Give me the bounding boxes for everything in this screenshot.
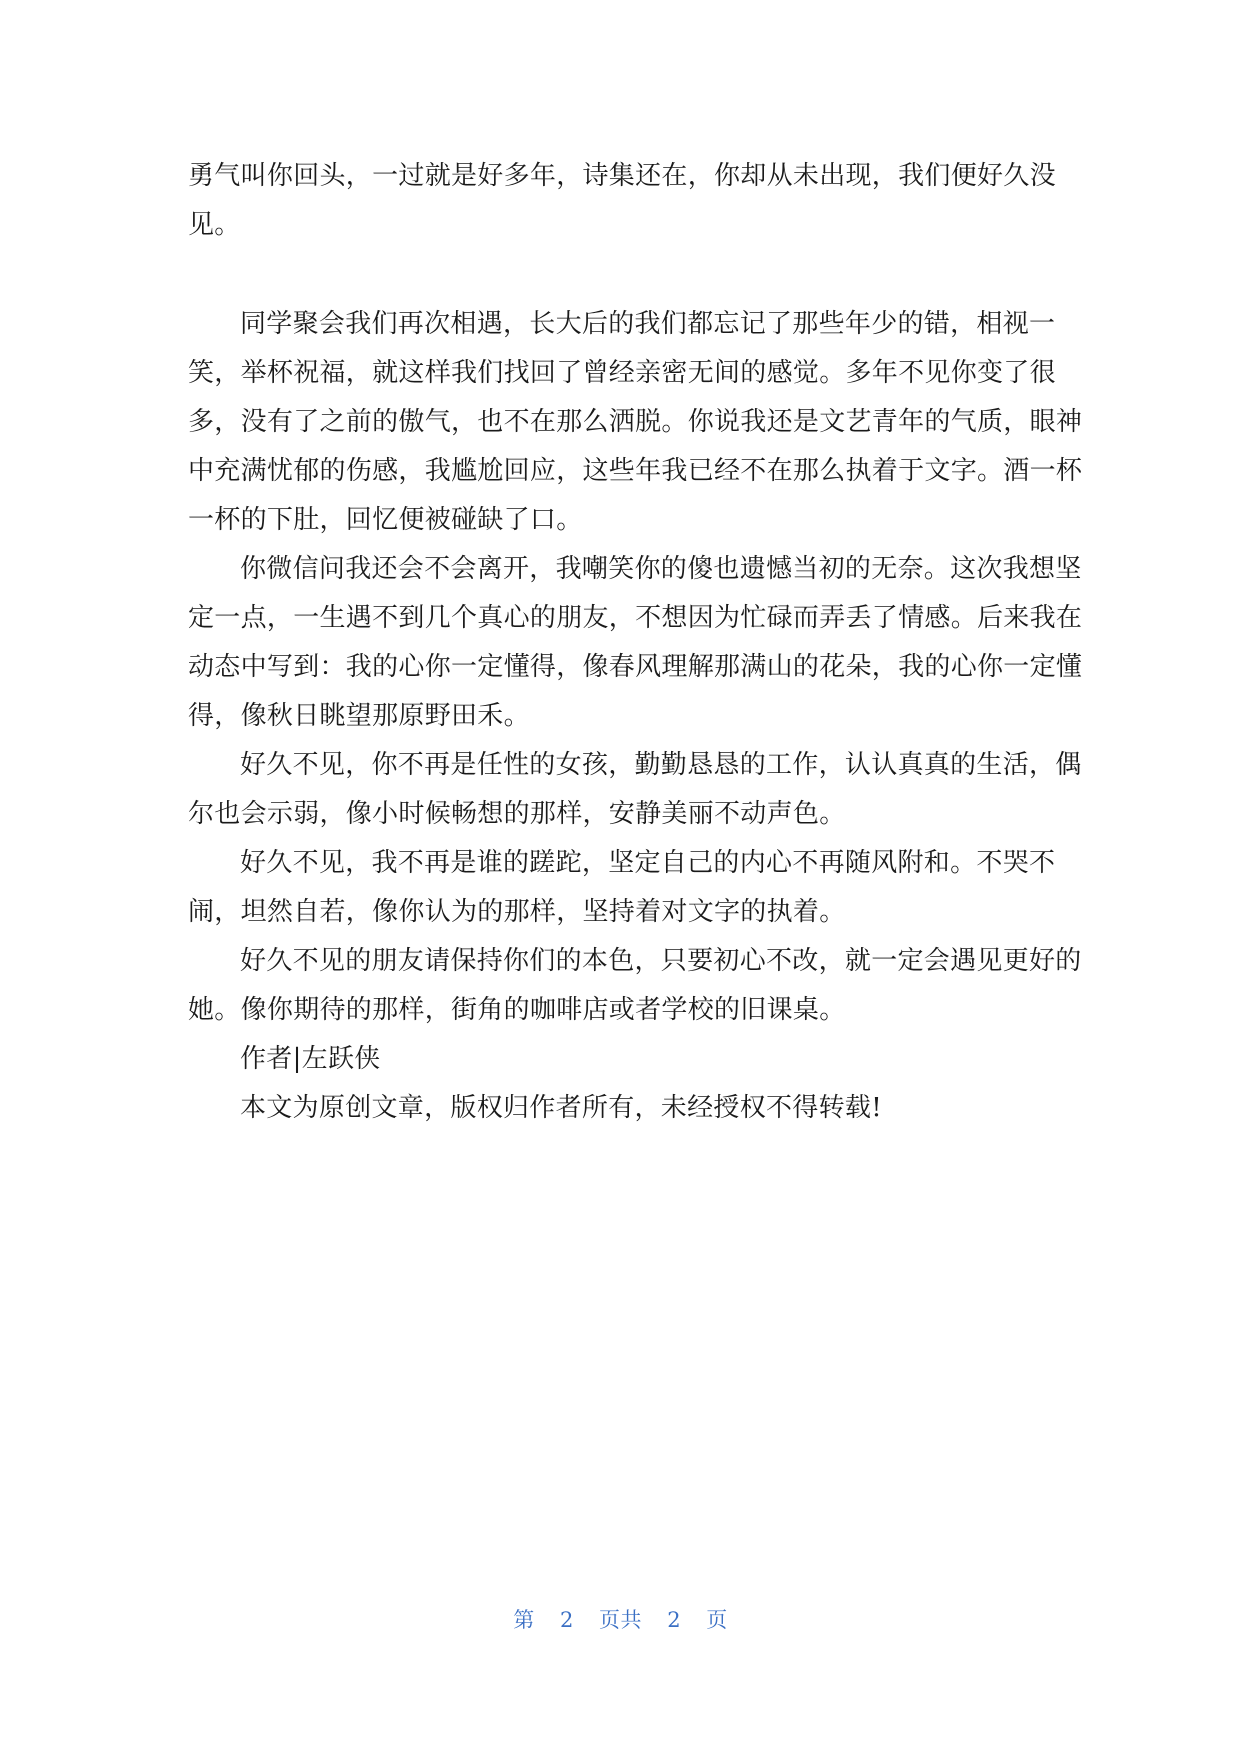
text-line: 勇气叫你回头，一过就是好多年，诗集还在，你却从未出现，我们便好久没: [188, 161, 1056, 191]
paragraph-gap: [188, 250, 1054, 300]
footer-suffix: 页: [706, 1608, 728, 1632]
footer-prefix: 第: [513, 1608, 535, 1632]
copyright-notice: [188, 1084, 1054, 1133]
author-text: 作者|左跃侠: [240, 1044, 381, 1074]
text-line: 得，像秋日眺望那原野田禾。: [188, 701, 530, 731]
paragraph-me: [188, 839, 1054, 937]
continued-paragraph: [188, 152, 1054, 250]
footer-page-number: 2: [559, 1608, 574, 1632]
footer-total-pages: 2: [667, 1608, 682, 1632]
paragraph-you: [188, 741, 1082, 839]
footer-middle: 页共: [599, 1608, 642, 1632]
text-line: 多，没有了之前的傲气，也不在那么洒脱。你说我还是文艺青年的气质，眼神: [188, 407, 1083, 437]
text-line: 一杯的下肚，回忆便被碰缺了口。: [188, 505, 583, 535]
paragraph-reunion: [188, 300, 1083, 545]
author-line: [188, 1035, 1054, 1084]
text-line: 好久不见，你不再是任性的女孩，勤勤恳恳的工作，认认真真的生活，偶: [240, 750, 1082, 780]
text-line: 好久不见的朋友请保持你们的本色，只要初心不改，就一定会遇见更好的: [240, 946, 1082, 976]
text-line: 好久不见，我不再是谁的蹉跎，坚定自己的内心不再随风附和。不哭不: [240, 848, 1056, 878]
copyright-text: 本文为原创文章，版权归作者所有，未经授权不得转载!: [240, 1093, 882, 1123]
paragraph-friends: [188, 937, 1082, 1035]
page-footer: [0, 1604, 1241, 1634]
text-line: 你微信问我还会不会离开，我嘲笑你的傻也遗憾当初的无奈。这次我想坚: [240, 554, 1082, 584]
text-line: 她。像你期待的那样，街角的咖啡店或者学校的旧课桌。: [188, 995, 846, 1025]
text-line: 同学聚会我们再次相遇，长大后的我们都忘记了那些年少的错，相视一: [240, 309, 1056, 339]
text-line: 见。: [188, 210, 241, 240]
text-line: 闹，坦然自若，像你认为的那样，坚持着对文字的执着。: [188, 897, 846, 927]
text-line: 定一点，一生遇不到几个真心的朋友，不想因为忙碌而弄丢了情感。后来我在: [188, 603, 1083, 633]
text-line: 动态中写到：我的心你一定懂得，像春风理解那满山的花朵，我的心你一定懂: [188, 652, 1083, 682]
text-line: 笑，举杯祝福，就这样我们找回了曾经亲密无间的感觉。多年不见你变了很: [188, 358, 1056, 388]
document-body: [188, 152, 1083, 1133]
paragraph-wechat: [188, 545, 1083, 741]
text-line: 中充满忧郁的伤感，我尴尬回应，这些年我已经不在那么执着于文字。酒一杯: [188, 456, 1083, 486]
text-line: 尔也会示弱，像小时候畅想的那样，安静美丽不动声色。: [188, 799, 846, 829]
